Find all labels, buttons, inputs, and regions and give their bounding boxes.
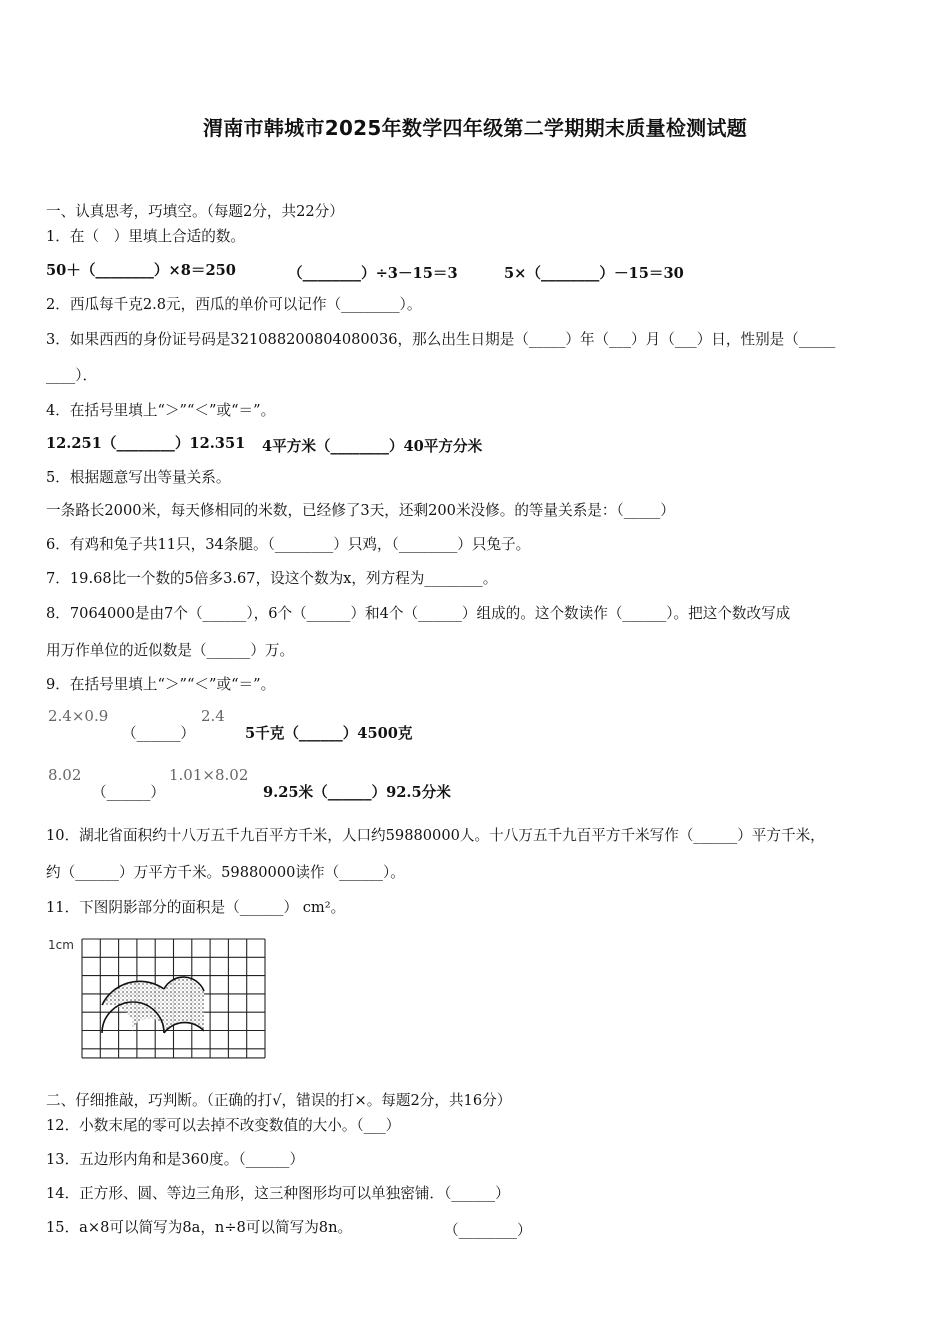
q1-a: 50＋（________）×8＝250: [46, 262, 236, 279]
q3-line1: 3．如果西西的身份证号码是321088200804080036，那么出生日期是（_____）年（___）月（___）日，性别是（_____: [46, 331, 836, 348]
q5-text: 5．根据题意写出等量关系。: [46, 469, 231, 486]
q10-line1: 10．湖北省面积约十八万五千九百平方千米，人口约59880000人。十八万五千九百平方千米写作（______）平方千米，: [46, 827, 825, 844]
q9-r1-left: 2.4×0.9: [48, 707, 109, 725]
q11-text: 11．下图阴影部分的面积是（______） cm²。: [46, 899, 346, 916]
q9-r2-left: 8.02: [48, 766, 82, 784]
q4-text: 4．在括号里填上“＞”“＜”或“＝”。: [46, 402, 276, 419]
q13-text: 13．五边形内角和是360度。（______）: [46, 1151, 305, 1168]
section1-heading: 一、认真思考，巧填空。（每题2分，共22分）: [46, 203, 344, 220]
page-title: 渭南市韩城市2025年数学四年级第二学期期末质量检测试题: [202, 116, 748, 140]
q15-text: 15．a×8可以简写为8a，n÷8可以简写为8n。: [46, 1219, 353, 1236]
q8-line1: 8．7064000是由7个（______），6个（______）和4个（______）组成的。这个数读作（______）。把这个数改写成: [46, 605, 791, 622]
q4-b: 4平方米（________）40平方分米: [262, 438, 483, 455]
q1-text: 1．在（ ）里填上合适的数。: [46, 228, 246, 245]
q8-line2: 用万作单位的近似数是（______）万。: [46, 642, 295, 659]
q5-detail: 一条路长2000米，每天修相同的米数，已经修了3天，还剩200米没修。的等量关系是：（_____）: [46, 502, 675, 519]
q10-line2: 约（______）万平方千米。59880000读作（______）。: [46, 864, 405, 881]
q3-line2: ____）．: [46, 367, 98, 384]
q2-text: 2．西瓜每千克2.8元，西瓜的单价可以记作（________）。: [46, 296, 422, 313]
shaded-area-grid: [46, 935, 268, 1063]
section2-heading: 二、仔细推敲，巧判断。（正确的打√，错误的打×。每题2分，共16分）: [46, 1092, 512, 1109]
q7-text: 7．19.68比一个数的5倍多3.67，设这个数为x，列方程为________。: [46, 570, 498, 587]
grid-unit-label: 1cm: [48, 938, 74, 952]
q9-r1-b: 5千克（______）4500克: [245, 725, 413, 742]
q14-text: 14．正方形、圆、等边三角形，这三种图形均可以单独密铺．（______）: [46, 1185, 510, 1202]
q9-r2-blank: （______）: [92, 784, 165, 801]
q6-text: 6．有鸡和兔子共11只，34条腿。（________）只鸡，（________）只兔子。: [46, 536, 531, 553]
q4-a: 12.251（________）12.351: [46, 435, 246, 452]
q15-blank: （________）: [444, 1222, 532, 1239]
q9-r1-blank: （______）: [122, 725, 195, 742]
q9-r2-b: 9.25米（______）92.5分米: [263, 784, 451, 801]
q12-text: 12．小数末尾的零可以去掉不改变数值的大小。（___）: [46, 1117, 401, 1134]
q9-text: 9．在括号里填上“＞”“＜”或“＝”。: [46, 676, 276, 693]
q11-grid-figure: [46, 935, 268, 1063]
shaded-region-right: [164, 977, 204, 1033]
q9-r1-right: 2.4: [201, 707, 225, 725]
q1-b: （________）÷3－15＝3: [288, 265, 458, 282]
q1-c: 5×（________）－15＝30: [504, 265, 684, 282]
q9-r2-right: 1.01×8.02: [169, 766, 249, 784]
